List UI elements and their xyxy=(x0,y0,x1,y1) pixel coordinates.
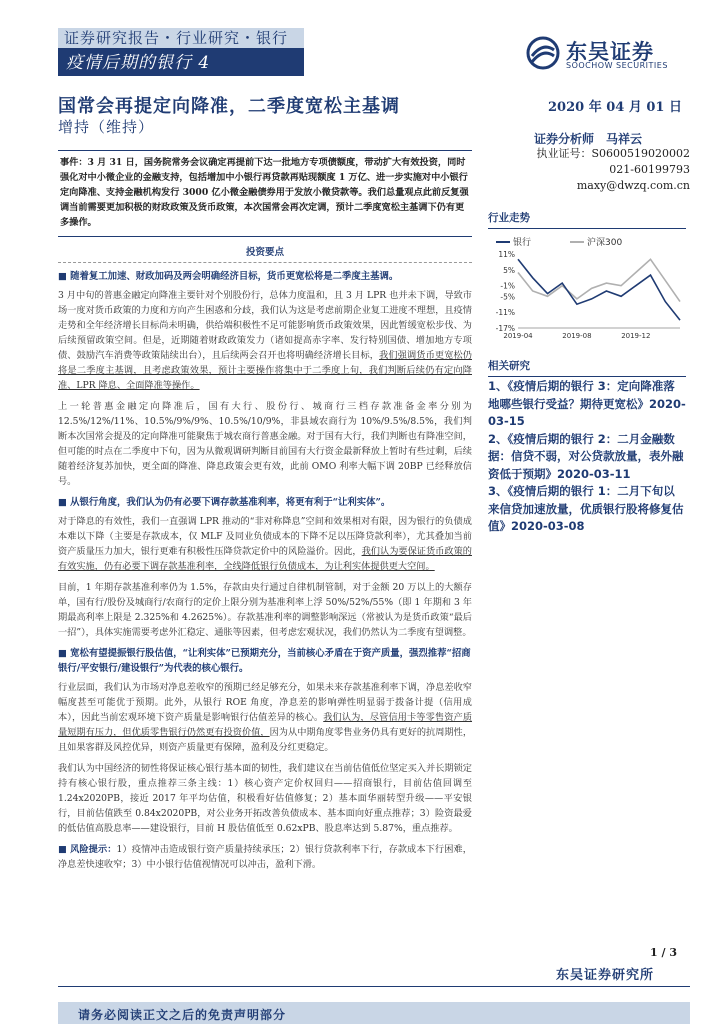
paragraph: 对于降息的有效性，我们一直强调 LPR 推动的“非对称降息”空间和效果相对有限，因为银行的负债成本难以下降（主要是存款成本，仅 MLF 及同业负债成本的下降不足以压降贷款利率），尤其叠加当前资产质量压力加大，银行更难有积极性压降贷款定价中的风险溢价。因此，我们认为要保证货币政策的有效实施，仍有必要下调存款基准利率，全线降低银行负债成本，为让利实体提供更大空间。 xyxy=(58,516,472,572)
report-title: 国常会再提定向降准，二季度宽松主基调 xyxy=(58,96,400,117)
analyst-contact xyxy=(496,146,690,194)
main-content xyxy=(58,150,472,878)
legend-index-label: 沪深300 xyxy=(587,238,623,248)
trend-chart xyxy=(488,232,686,344)
related-item[interactable]: 2、《疫情后期的银行 2：二月金融数据：信贷不弱，对公贷款放量，表外融资低于预期》2020-03-11 xyxy=(488,431,684,481)
company-logo xyxy=(526,36,686,76)
report-date: 2020 年 04 月 01 日 xyxy=(548,100,682,115)
related-list xyxy=(488,378,686,536)
y-tick-label: -11% xyxy=(495,308,515,318)
x-tick-label: 2019-04 xyxy=(503,332,533,340)
section-risk xyxy=(58,842,472,872)
trend-heading: 行业走势 xyxy=(488,210,686,229)
soochow-logo-icon xyxy=(526,36,560,70)
report-header xyxy=(0,0,724,76)
y-tick-label: 11% xyxy=(498,250,515,259)
page-number: 1 / 3 xyxy=(650,946,677,959)
section-1 xyxy=(58,269,472,489)
logo-text-en: SOOCHOW SECURITIES xyxy=(566,61,668,70)
related-heading: 相关研究 xyxy=(488,358,686,377)
section-bullet: ■ 从银行角度，我们认为仍有必要下调存款基准利率，将更有利于“让利实体”。 xyxy=(58,495,472,510)
disclaimer-text: 请务必阅读正文之后的免责声明部分 xyxy=(78,1008,287,1022)
related-item[interactable]: 1、《疫情后期的银行 3：定向降准落地哪些银行受益？期待更宽松》2020-03-15 xyxy=(488,379,686,428)
phone-number: 021-60199793 xyxy=(609,163,690,176)
rating: 增持（维持） xyxy=(58,118,155,136)
series-lines xyxy=(518,259,680,320)
section-bullet: ■ 宽松有望提振银行股估值，“让利实体”已预期充分，当前核心矛盾在于资产质量，强烈推荐“招商银行/平安银行/建设银行”为代表的核心银行。 xyxy=(58,646,472,676)
paragraph: 3 月中旬的普惠金融定向降准主要针对个别股份行，总体力度温和，且 3 月 LPR 也并未下调，导致市场一度对货币政策的力度和方向产生困惑和分歧，我们认为这是考虑前期企业复工进度不理想，且疫情走势和全年经济增长目标尚未明确，供给端积极性不足可能影响货币政策效果，因此暂缓宽松步伐、为后续预留政策空间。但是，近期随着财政政策发力（诸如提高赤字率、发行特别国债、增加地方专项债、鼓励汽车消费等政策陆续出台），且后续两会召开也将明确经济增长目标，我们强调货币更宽松仍将是二季度主基调，且考虑政策效果，预计主要操作将集中于二季度上旬，我们判断后续仍有定向降准、LPR 降息、全面降准等操作。 xyxy=(58,290,472,391)
email-address: maxy@dwzq.com.cn xyxy=(576,179,690,192)
event-summary: 事件：3 月 31 日，国务院常务会议确定再提前下达一批地方专项债额度，带动扩大有效投资，同时强化对中小微企业的金融支持，包括增加中小银行再贷款再贴现额度 1 万亿、进一步实施对中小银行定向降准、支持金融机构发行 3000 亿小微金融债券用于发放小微贷款等。我们总量观点此前反复强调当前需要更加积极的财政政策及货币政策，本次国常会再次定调，预计二季度宽松主基调下仍有更多操作。 xyxy=(58,150,472,237)
paragraph: 上一轮普惠金融定向降准后，国有大行、股份行、城商行三档存款准备金率分别为 12.5%/12%/11%、10.5%/9%/9%、10.5%/10/9%，非县域农商行为 10%/9.5%/8.5%，我们判断本次国常会提及的定向降准可能聚焦于城农商行普惠金融。对于国有大行，我们判断也有降准空间，但可能的时点在二季度中下旬，因为从微观调研判断目前国有大行资金最新释放上暂时有些过剩，后续随着经济复苏加快，更全面的降准、降息政策会更有效，此前 OMO 利率大幅下调 20BP 已经释放信号。 xyxy=(58,401,472,487)
paragraph: 我们认为中国经济的韧性将保证核心银行基本面的韧性，我们建议在当前估值低位坚定买入并长期锁定持有核心银行股，重点推荐三条主线：1）核心资产定价权回归——招商银行，目前估值回调至 1.24x2020PB，接近 2017 年平均估值，积极看好估值修复；2）基本面华丽转型升级——平安银行，目前估值跌至 0.84x2020PB，对公业务开拓改善负债成本、基本面向好重点推荐；3）险资最爱的低估值高股息率——建设银行，目前 H 股估值低至 0.62xPB、股息率达到 5.87%，重点推荐。 xyxy=(58,763,472,834)
bank-series-line xyxy=(518,259,680,320)
section-2 xyxy=(58,495,472,640)
legend-bank-label: 银行 xyxy=(513,238,532,248)
section-bullet: ■ 随着复工加速、财政加码及两会明确经济目标，货币更宽松将是二季度主基调。 xyxy=(58,269,472,284)
y-tick-label: -1% xyxy=(500,281,515,291)
points-heading: 投资要点 xyxy=(58,245,472,263)
y-tick-label: -5% xyxy=(500,292,515,302)
logo-text-cn: 东吴证券 xyxy=(566,40,654,64)
x-tick-label: 2019-12 xyxy=(621,332,651,340)
y-tick-label: 5% xyxy=(503,265,515,275)
y-tick-label: -17% xyxy=(495,324,515,333)
trend-chart-svg xyxy=(488,232,686,344)
section-3 xyxy=(58,646,472,836)
paragraph: 行业层面，我们认为市场对净息差收窄的预期已经足够充分，如果未来存款基准利率下调，净息差收窄幅度甚至可能优于预期。此外，从银行 ROE 角度，净息差的影响弹性明显弱于拨备计提（信用成本），因此当前宏观环境下资产质量是影响银行估值差异的核心。我们认为，尽管信用卡等零售资产质量短期有压力，但优质零售银行仍然更有投资价值，因为从中期角度零售业务仍具有更好的抗周期性，且如果客群及风控优异，则资产质量更有保障，盈利及分红更稳定。 xyxy=(58,682,473,753)
paragraph: 目前，1 年期存款基准利率仍为 1.5%，存款由央行通过自律机制管制，对于金额 20 万以上的大额存单，国有行/股份及城商行/农商行的定价上限分别为基准利率上浮 50%/52%/55%（即 1 年期和 3 年期最高利率上限是 2.325%和 4.2625%）。存款基准利率的调整影响深远（常被认为是货币政策“最后一招”），具体实施需要考虑外汇稳定、通胀等因素，但考虑宏观状况，我们仍然认为二季度有望调整。 xyxy=(58,582,472,638)
breadcrumb: 证券研究报告・行业研究・银行 xyxy=(58,28,304,50)
x-axis xyxy=(503,332,650,340)
footer-divider xyxy=(58,986,690,987)
x-tick-label: 2019-08 xyxy=(562,332,592,340)
series-title: 疫情后期的银行 4 xyxy=(58,50,304,76)
analyst-name: 证券分析师 马祥云 xyxy=(534,132,643,146)
license-number: 执业证号：S0600519020002 xyxy=(536,147,690,160)
risk-paragraph: ■ 风险提示：1）疫情冲击造成银行资产质量持续承压；2）银行贷款利率下行，存款成本下行困难，净息差快速收窄；3）中小银行估值视情况可以冲击，盈利下滑。 xyxy=(58,844,472,870)
institute-name: 东吴证券研究所 xyxy=(556,968,655,983)
related-item[interactable]: 3、《疫情后期的银行 1：二月下旬以来信贷加速放量，优质银行股将修复估值》2020-03-08 xyxy=(488,484,684,533)
